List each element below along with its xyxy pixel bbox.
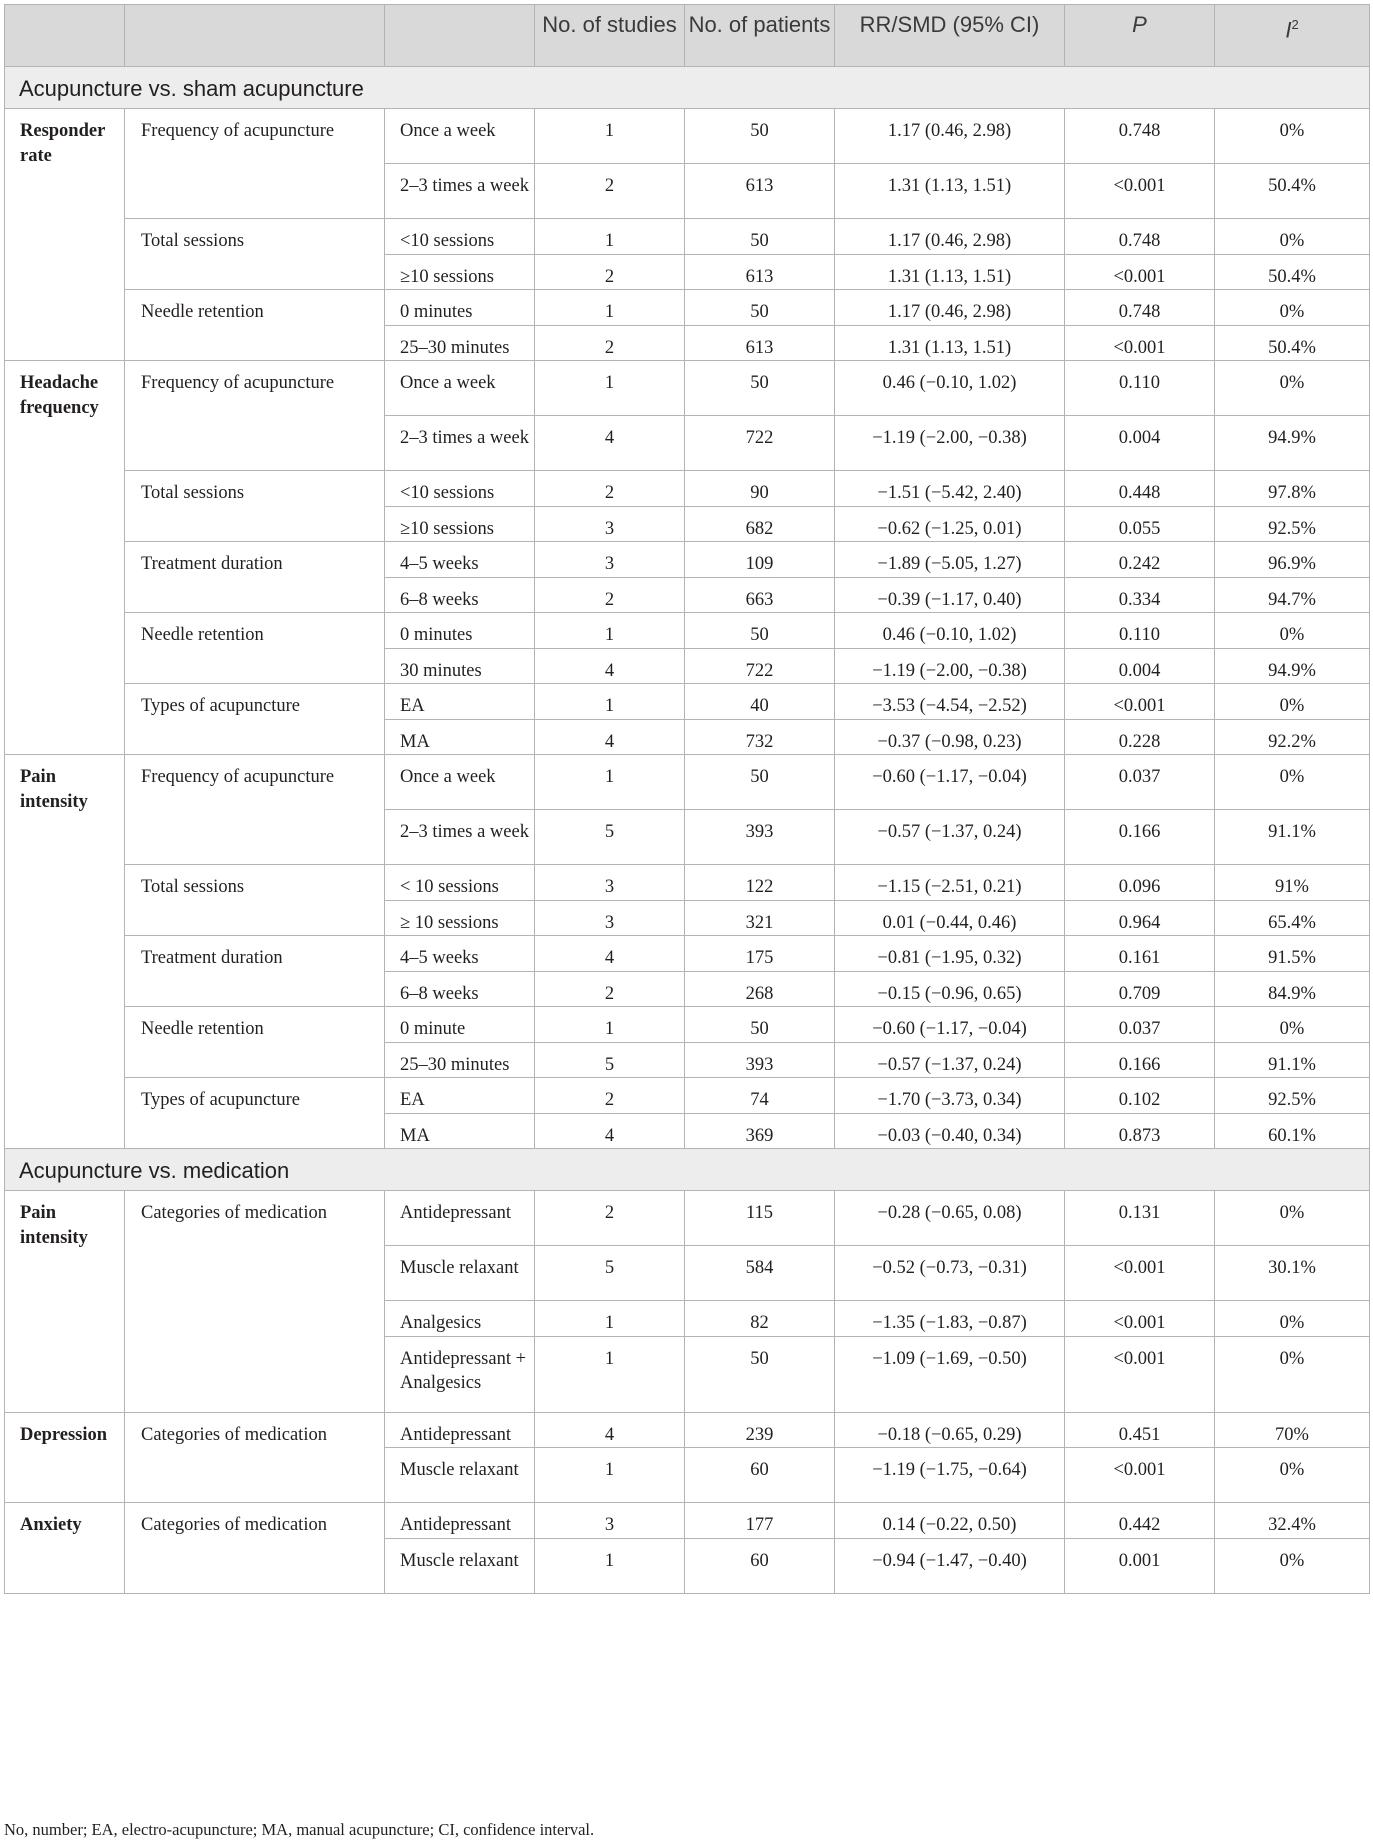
effect-cell: −1.19 (−2.00, −0.38): [835, 648, 1065, 684]
patients-cell: 393: [685, 810, 835, 865]
effect-cell: −1.19 (−1.75, −0.64): [835, 1448, 1065, 1503]
table-row: [5, 1007, 1370, 1043]
subgroup-cell: 0 minutes: [385, 290, 535, 326]
subgroup-cell: < 10 sessions: [385, 865, 535, 901]
subgroup-cell: 0 minute: [385, 1007, 535, 1043]
table-row: [5, 1412, 1370, 1448]
effect-cell: 0.46 (−0.10, 1.02): [835, 361, 1065, 416]
subgroup-cell: <10 sessions: [385, 471, 535, 507]
patients-cell: 50: [685, 290, 835, 326]
subgroup-cell: Antidepressant + Analgesics: [385, 1336, 535, 1412]
patients-cell: 722: [685, 648, 835, 684]
studies-cell: 2: [535, 971, 685, 1007]
factor-cell: Needle retention: [125, 290, 385, 361]
effect-cell: 1.17 (0.46, 2.98): [835, 290, 1065, 326]
p-value-cell: <0.001: [1065, 164, 1215, 219]
patients-cell: 393: [685, 1042, 835, 1078]
p-value-cell: 0.055: [1065, 506, 1215, 542]
effect-cell: 0.14 (−0.22, 0.50): [835, 1503, 1065, 1539]
patients-cell: 239: [685, 1412, 835, 1448]
table-row: [5, 865, 1370, 901]
effect-cell: −1.89 (−5.05, 1.27): [835, 542, 1065, 578]
p-value-cell: 0.748: [1065, 290, 1215, 326]
patients-cell: 60: [685, 1538, 835, 1593]
i-squared-cell: 97.8%: [1215, 471, 1370, 507]
effect-cell: 0.01 (−0.44, 0.46): [835, 900, 1065, 936]
subgroup-cell: ≥ 10 sessions: [385, 900, 535, 936]
studies-cell: 3: [535, 506, 685, 542]
header-effect-size: RR/SMD (95% CI): [835, 5, 1065, 67]
patients-cell: 613: [685, 325, 835, 361]
subgroup-cell: 4–5 weeks: [385, 542, 535, 578]
i-squared-cell: 94.7%: [1215, 577, 1370, 613]
patients-cell: 369: [685, 1113, 835, 1149]
studies-cell: 2: [535, 1078, 685, 1114]
header-i-squared: $I^2$: [1215, 5, 1370, 67]
subgroup-cell: Antidepressant: [385, 1503, 535, 1539]
p-value-cell: 0.037: [1065, 1007, 1215, 1043]
i-squared-cell: 0%: [1215, 1336, 1370, 1412]
p-value-cell: <0.001: [1065, 1448, 1215, 1503]
effect-cell: 1.31 (1.13, 1.51): [835, 164, 1065, 219]
studies-cell: 2: [535, 164, 685, 219]
subgroup-cell: EA: [385, 1078, 535, 1114]
patients-cell: 50: [685, 755, 835, 810]
p-value-cell: 0.096: [1065, 865, 1215, 901]
table-row: [5, 755, 1370, 810]
p-value-cell: 0.110: [1065, 613, 1215, 649]
p-value-cell: <0.001: [1065, 684, 1215, 720]
outcome-cell: Anxiety: [5, 1503, 125, 1594]
subgroup-cell: EA: [385, 684, 535, 720]
effect-cell: −0.18 (−0.65, 0.29): [835, 1412, 1065, 1448]
studies-cell: 2: [535, 254, 685, 290]
patients-cell: 50: [685, 1336, 835, 1412]
table-row: [5, 684, 1370, 720]
subgroup-cell: ≥10 sessions: [385, 254, 535, 290]
subgroup-cell: 4–5 weeks: [385, 936, 535, 972]
studies-cell: 2: [535, 325, 685, 361]
subgroup-cell: MA: [385, 1113, 535, 1149]
effect-cell: −0.03 (−0.40, 0.34): [835, 1113, 1065, 1149]
subgroup-cell: Muscle relaxant: [385, 1246, 535, 1301]
effect-cell: −1.15 (−2.51, 0.21): [835, 865, 1065, 901]
patients-cell: 50: [685, 361, 835, 416]
subgroup-cell: Muscle relaxant: [385, 1448, 535, 1503]
p-value-cell: <0.001: [1065, 325, 1215, 361]
p-value-cell: 0.242: [1065, 542, 1215, 578]
patients-cell: 682: [685, 506, 835, 542]
table-body: [5, 67, 1370, 1594]
studies-cell: 5: [535, 1042, 685, 1078]
effect-cell: −0.57 (−1.37, 0.24): [835, 1042, 1065, 1078]
studies-cell: 1: [535, 684, 685, 720]
studies-cell: 3: [535, 542, 685, 578]
patients-cell: 40: [685, 684, 835, 720]
subgroup-cell: 2–3 times a week: [385, 164, 535, 219]
studies-cell: 1: [535, 109, 685, 164]
effect-cell: 1.17 (0.46, 2.98): [835, 219, 1065, 255]
p-value-cell: 0.131: [1065, 1191, 1215, 1246]
results-table-container: [4, 4, 1369, 1594]
i-squared-cell: 50.4%: [1215, 325, 1370, 361]
p-value-cell: 0.964: [1065, 900, 1215, 936]
studies-cell: 2: [535, 577, 685, 613]
i-squared-cell: 96.9%: [1215, 542, 1370, 578]
i-squared-cell: 0%: [1215, 290, 1370, 326]
table-row: [5, 471, 1370, 507]
subgroup-cell: 0 minutes: [385, 613, 535, 649]
patients-cell: 584: [685, 1246, 835, 1301]
i-squared-cell: 0%: [1215, 1538, 1370, 1593]
i-squared-cell: 50.4%: [1215, 254, 1370, 290]
i-squared-cell: 30.1%: [1215, 1246, 1370, 1301]
header-no-of-patients: No. of patients: [685, 5, 835, 67]
outcome-cell: Depression: [5, 1412, 125, 1503]
section-title: Acupuncture vs. medication: [5, 1149, 1370, 1191]
patients-cell: 50: [685, 219, 835, 255]
patients-cell: 732: [685, 719, 835, 755]
studies-cell: 2: [535, 471, 685, 507]
header-factor: [125, 5, 385, 67]
effect-cell: −0.60 (−1.17, −0.04): [835, 1007, 1065, 1043]
table-row: [5, 1503, 1370, 1539]
subgroup-cell: 6–8 weeks: [385, 971, 535, 1007]
p-value-cell: 0.748: [1065, 219, 1215, 255]
studies-cell: 4: [535, 1113, 685, 1149]
subgroup-cell: <10 sessions: [385, 219, 535, 255]
factor-cell: Treatment duration: [125, 936, 385, 1007]
header-outcome: [5, 5, 125, 67]
studies-cell: 1: [535, 1448, 685, 1503]
studies-cell: 1: [535, 1007, 685, 1043]
patients-cell: 321: [685, 900, 835, 936]
p-value-cell: 0.448: [1065, 471, 1215, 507]
i-squared-cell: 0%: [1215, 1301, 1370, 1337]
effect-cell: 1.31 (1.13, 1.51): [835, 254, 1065, 290]
factor-cell: Categories of medication: [125, 1503, 385, 1594]
table-row: [5, 290, 1370, 326]
p-value-cell: 0.001: [1065, 1538, 1215, 1593]
factor-cell: Needle retention: [125, 1007, 385, 1078]
studies-cell: 1: [535, 1336, 685, 1412]
subgroup-cell: Once a week: [385, 755, 535, 810]
table-row: [5, 1078, 1370, 1114]
studies-cell: 4: [535, 416, 685, 471]
i-squared-cell: 65.4%: [1215, 900, 1370, 936]
outcome-cell: Pain intensity: [5, 755, 125, 1149]
studies-cell: 5: [535, 1246, 685, 1301]
effect-cell: −1.35 (−1.83, −0.87): [835, 1301, 1065, 1337]
p-value-cell: 0.004: [1065, 648, 1215, 684]
i-squared-cell: 91%: [1215, 865, 1370, 901]
studies-cell: 2: [535, 1191, 685, 1246]
i-squared-cell: 0%: [1215, 1448, 1370, 1503]
effect-cell: −1.70 (−3.73, 0.34): [835, 1078, 1065, 1114]
studies-cell: 1: [535, 755, 685, 810]
studies-cell: 3: [535, 900, 685, 936]
table-row: [5, 1191, 1370, 1246]
patients-cell: 177: [685, 1503, 835, 1539]
i-squared-cell: 94.9%: [1215, 648, 1370, 684]
p-value-cell: 0.166: [1065, 1042, 1215, 1078]
p-value-cell: 0.110: [1065, 361, 1215, 416]
studies-cell: 1: [535, 1301, 685, 1337]
table-row: [5, 361, 1370, 416]
subgroup-cell: Once a week: [385, 361, 535, 416]
i-squared-cell: 92.2%: [1215, 719, 1370, 755]
header-subgroup: [385, 5, 535, 67]
effect-cell: −0.15 (−0.96, 0.65): [835, 971, 1065, 1007]
studies-cell: 4: [535, 719, 685, 755]
effect-cell: −0.57 (−1.37, 0.24): [835, 810, 1065, 865]
p-value-cell: <0.001: [1065, 1336, 1215, 1412]
patients-cell: 663: [685, 577, 835, 613]
effect-cell: 0.46 (−0.10, 1.02): [835, 613, 1065, 649]
factor-cell: Frequency of acupuncture: [125, 755, 385, 865]
outcome-cell: Responder rate: [5, 109, 125, 361]
subgroup-cell: Once a week: [385, 109, 535, 164]
factor-cell: Categories of medication: [125, 1191, 385, 1413]
effect-cell: −0.60 (−1.17, −0.04): [835, 755, 1065, 810]
studies-cell: 1: [535, 613, 685, 649]
i-squared-cell: 70%: [1215, 1412, 1370, 1448]
i-squared-cell: 0%: [1215, 755, 1370, 810]
studies-cell: 1: [535, 361, 685, 416]
p-value-cell: 0.442: [1065, 1503, 1215, 1539]
patients-cell: 60: [685, 1448, 835, 1503]
i-squared-cell: 50.4%: [1215, 164, 1370, 219]
studies-cell: 3: [535, 865, 685, 901]
factor-cell: Types of acupuncture: [125, 684, 385, 755]
subgroup-cell: Muscle relaxant: [385, 1538, 535, 1593]
effect-cell: −0.62 (−1.25, 0.01): [835, 506, 1065, 542]
p-value-cell: 0.102: [1065, 1078, 1215, 1114]
table-row: [5, 613, 1370, 649]
subgroup-cell: 25–30 minutes: [385, 325, 535, 361]
patients-cell: 50: [685, 613, 835, 649]
i-squared-cell: 0%: [1215, 613, 1370, 649]
section-title: Acupuncture vs. sham acupuncture: [5, 67, 1370, 109]
factor-cell: Types of acupuncture: [125, 1078, 385, 1149]
header-p-value: P: [1065, 5, 1215, 67]
p-value-cell: 0.334: [1065, 577, 1215, 613]
table-row: [5, 109, 1370, 164]
subgroup-cell: Analgesics: [385, 1301, 535, 1337]
table-row: [5, 542, 1370, 578]
effect-cell: −0.37 (−0.98, 0.23): [835, 719, 1065, 755]
patients-cell: 613: [685, 164, 835, 219]
p-value-cell: 0.451: [1065, 1412, 1215, 1448]
factor-cell: Treatment duration: [125, 542, 385, 613]
subgroup-cell: 25–30 minutes: [385, 1042, 535, 1078]
effect-cell: −0.28 (−0.65, 0.08): [835, 1191, 1065, 1246]
factor-cell: Frequency of acupuncture: [125, 109, 385, 219]
factor-cell: Total sessions: [125, 865, 385, 936]
patients-cell: 82: [685, 1301, 835, 1337]
subgroup-cell: 30 minutes: [385, 648, 535, 684]
patients-cell: 50: [685, 109, 835, 164]
subgroup-cell: ≥10 sessions: [385, 506, 535, 542]
factor-cell: Total sessions: [125, 471, 385, 542]
p-value-cell: 0.709: [1065, 971, 1215, 1007]
p-value-cell: 0.228: [1065, 719, 1215, 755]
p-value-cell: 0.748: [1065, 109, 1215, 164]
i-squared-cell: 60.1%: [1215, 1113, 1370, 1149]
effect-cell: −0.52 (−0.73, −0.31): [835, 1246, 1065, 1301]
subgroup-cell: 6–8 weeks: [385, 577, 535, 613]
patients-cell: 722: [685, 416, 835, 471]
p-value-cell: 0.166: [1065, 810, 1215, 865]
subgroup-cell: Antidepressant: [385, 1191, 535, 1246]
section-row: [5, 1149, 1370, 1191]
table-header-row: [5, 5, 1370, 67]
studies-cell: 5: [535, 810, 685, 865]
effect-cell: −0.81 (−1.95, 0.32): [835, 936, 1065, 972]
i-squared-cell: 0%: [1215, 1191, 1370, 1246]
studies-cell: 1: [535, 1538, 685, 1593]
factor-cell: Categories of medication: [125, 1412, 385, 1503]
i-squared-cell: 84.9%: [1215, 971, 1370, 1007]
patients-cell: 115: [685, 1191, 835, 1246]
factor-cell: Total sessions: [125, 219, 385, 290]
p-value-cell: <0.001: [1065, 1246, 1215, 1301]
outcome-cell: Pain intensity: [5, 1191, 125, 1413]
patients-cell: 122: [685, 865, 835, 901]
subgroup-cell: 2–3 times a week: [385, 416, 535, 471]
i-squared-cell: 91.5%: [1215, 936, 1370, 972]
i-squared-cell: 0%: [1215, 361, 1370, 416]
table-row: [5, 936, 1370, 972]
i-squared-cell: 92.5%: [1215, 506, 1370, 542]
p-value-cell: 0.873: [1065, 1113, 1215, 1149]
subgroup-cell: 2–3 times a week: [385, 810, 535, 865]
i-squared-cell: 92.5%: [1215, 1078, 1370, 1114]
i-squared-cell: 0%: [1215, 219, 1370, 255]
i-squared-cell: 91.1%: [1215, 810, 1370, 865]
studies-cell: 3: [535, 1503, 685, 1539]
patients-cell: 109: [685, 542, 835, 578]
studies-cell: 4: [535, 1412, 685, 1448]
patients-cell: 268: [685, 971, 835, 1007]
effect-cell: −3.53 (−4.54, −2.52): [835, 684, 1065, 720]
p-value-cell: 0.161: [1065, 936, 1215, 972]
effect-cell: −1.19 (−2.00, −0.38): [835, 416, 1065, 471]
effect-cell: −0.94 (−1.47, −0.40): [835, 1538, 1065, 1593]
subgroup-cell: MA: [385, 719, 535, 755]
effect-cell: 1.31 (1.13, 1.51): [835, 325, 1065, 361]
outcome-cell: Headache frequency: [5, 361, 125, 755]
patients-cell: 74: [685, 1078, 835, 1114]
table-footnote: No, number; EA, electro-acupuncture; MA, manual acupuncture; CI, confidence interval.: [4, 1820, 595, 1839]
studies-cell: 1: [535, 219, 685, 255]
header-no-of-studies: No. of studies: [535, 5, 685, 67]
studies-cell: 4: [535, 648, 685, 684]
studies-cell: 1: [535, 290, 685, 326]
patients-cell: 90: [685, 471, 835, 507]
i-squared-cell: 0%: [1215, 684, 1370, 720]
p-value-cell: <0.001: [1065, 254, 1215, 290]
p-value-cell: <0.001: [1065, 1301, 1215, 1337]
table-row: [5, 219, 1370, 255]
i-squared-cell: 91.1%: [1215, 1042, 1370, 1078]
patients-cell: 613: [685, 254, 835, 290]
i-squared-cell: 0%: [1215, 109, 1370, 164]
effect-cell: −1.09 (−1.69, −0.50): [835, 1336, 1065, 1412]
factor-cell: Frequency of acupuncture: [125, 361, 385, 471]
i-squared-cell: 32.4%: [1215, 1503, 1370, 1539]
section-row: [5, 67, 1370, 109]
effect-cell: −1.51 (−5.42, 2.40): [835, 471, 1065, 507]
i-squared-cell: 94.9%: [1215, 416, 1370, 471]
p-value-cell: 0.037: [1065, 755, 1215, 810]
studies-cell: 4: [535, 936, 685, 972]
subgroup-analysis-table: [4, 4, 1370, 1594]
subgroup-cell: Antidepressant: [385, 1412, 535, 1448]
factor-cell: Needle retention: [125, 613, 385, 684]
p-value-cell: 0.004: [1065, 416, 1215, 471]
patients-cell: 175: [685, 936, 835, 972]
patients-cell: 50: [685, 1007, 835, 1043]
effect-cell: 1.17 (0.46, 2.98): [835, 109, 1065, 164]
effect-cell: −0.39 (−1.17, 0.40): [835, 577, 1065, 613]
i-squared-cell: 0%: [1215, 1007, 1370, 1043]
